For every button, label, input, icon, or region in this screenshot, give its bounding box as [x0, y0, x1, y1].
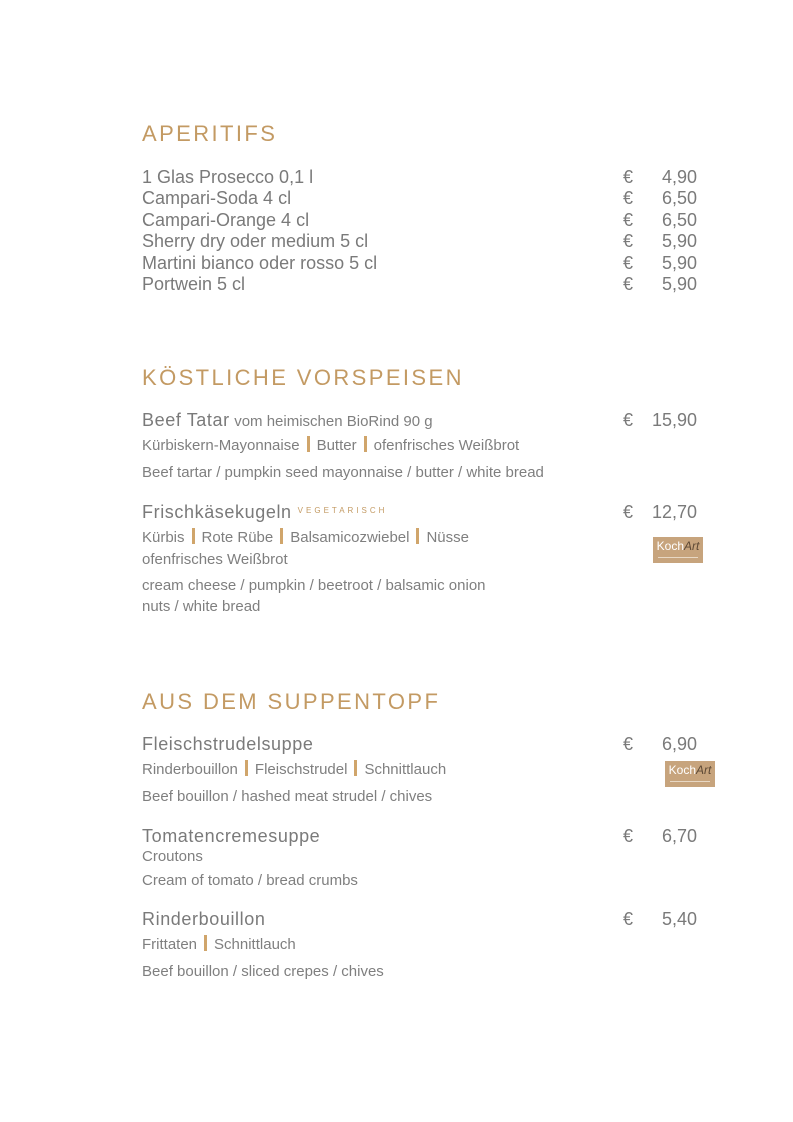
dish-translation: Beef bouillon / sliced crepes / chives: [142, 963, 384, 980]
item-name: Martini bianco oder rosso 5 cl: [142, 253, 378, 273]
section-heading-starters: KÖSTLICHE VORSPEISEN: [142, 365, 464, 390]
kochart-logo: KochArt: [665, 761, 715, 787]
currency-symbol: €: [623, 188, 634, 208]
dish-ingredients: [142, 436, 519, 454]
item-name: Portwein 5 cl: [142, 274, 246, 294]
separator-bar: [416, 528, 419, 544]
item-name: 1 Glas Prosecco 0,1 l: [142, 167, 314, 187]
currency-symbol: €: [623, 231, 634, 251]
currency-symbol: €: [623, 909, 634, 929]
separator-bar: [354, 760, 357, 776]
ingredient: Balsamicozwiebel: [290, 529, 410, 546]
item-price: 12,70: [651, 502, 697, 522]
ingredient: Kürbiskern-Mayonnaise: [142, 437, 300, 454]
separator-bar: [364, 436, 367, 452]
dish-translation: Beef tartar / pumpkin seed mayonnaise / butter / white bread: [142, 464, 544, 481]
section-heading-aperitifs: APERITIFS: [142, 121, 278, 146]
currency-symbol: €: [623, 826, 634, 846]
menu-item-row: [142, 273, 702, 295]
item-price: 6,50: [661, 188, 697, 208]
item-price: 5,90: [661, 274, 697, 294]
dish-ingredients: Croutons: [142, 848, 203, 865]
dish-name: Rinderbouillon: [142, 909, 266, 929]
dish-name: Tomatencremesuppe: [142, 826, 321, 846]
ingredient: Nüsse: [426, 529, 469, 546]
currency-symbol: €: [623, 734, 634, 754]
dish-ingredients: [142, 935, 296, 953]
item-name: Campari-Soda 4 cl: [142, 188, 292, 208]
currency-symbol: €: [623, 167, 634, 187]
ingredient: Butter: [316, 437, 357, 454]
ingredient: Rote Rübe: [201, 529, 274, 546]
menu-item-row: [142, 166, 702, 188]
separator-bar: [192, 528, 195, 544]
section-heading-soups: AUS DEM SUPPENTOPF: [142, 689, 441, 714]
separator-bar: [245, 760, 248, 776]
menu-item-row: [142, 209, 702, 231]
menu-item-row: [142, 187, 702, 209]
currency-symbol: €: [623, 210, 634, 230]
ingredient: Schnittlauch: [214, 936, 296, 953]
ingredient: Rinderbouillon: [142, 761, 238, 778]
ingredient: Frittaten: [142, 936, 198, 953]
ingredient: Fleischstrudel: [254, 761, 348, 778]
currency-symbol: €: [623, 274, 634, 294]
currency-symbol: €: [623, 410, 634, 430]
dish-translation-line1: cream cheese / pumpkin / beetroot / balsamic onion: [142, 577, 486, 594]
dish-translation-line2: nuts / white bread: [142, 598, 261, 615]
dish-ingredients-line2: ofenfrisches Weißbrot: [142, 551, 288, 568]
dish-translation: Cream of tomato / bread crumbs: [142, 872, 358, 889]
separator-bar: [280, 528, 283, 544]
ingredient: Kürbis: [142, 529, 185, 546]
item-name: Sherry dry oder medium 5 cl: [142, 231, 369, 251]
item-price: 6,90: [661, 734, 697, 754]
item-price: 5,90: [661, 253, 697, 273]
dish-detail: vom heimischen BioRind 90 g: [234, 413, 433, 430]
ingredient: Schnittlauch: [364, 761, 447, 778]
item-price: 15,90: [651, 410, 697, 430]
item-price: 4,90: [661, 167, 697, 187]
ingredient: ofenfrisches Weißbrot: [373, 437, 520, 454]
separator-bar: [204, 935, 207, 951]
dish-ingredients: [142, 528, 469, 546]
dish-title-beef-tatar: [142, 410, 433, 431]
item-price: 6,50: [661, 210, 697, 230]
currency-symbol: €: [623, 502, 634, 522]
item-price: 5,90: [661, 231, 697, 251]
dish-name: Fleischstrudelsuppe: [142, 734, 314, 754]
menu-item-row: [142, 252, 702, 274]
kochart-logo: KochArt: [653, 537, 703, 563]
item-price: 6,70: [661, 826, 697, 846]
dish-title-cheese-balls: [142, 502, 387, 523]
vegetarian-tag: VEGETARISCH: [297, 506, 388, 515]
item-price: 5,40: [661, 909, 697, 929]
item-name: Campari-Orange 4 cl: [142, 210, 310, 230]
dish-translation: Beef bouillon / hashed meat strudel / chives: [142, 788, 433, 805]
dish-name: Frischkäsekugeln: [142, 502, 292, 522]
dish-name: Beef Tatar: [142, 410, 230, 430]
separator-bar: [307, 436, 310, 452]
dish-ingredients: [142, 760, 446, 778]
menu-item-row: [142, 230, 702, 252]
currency-symbol: €: [623, 253, 634, 273]
